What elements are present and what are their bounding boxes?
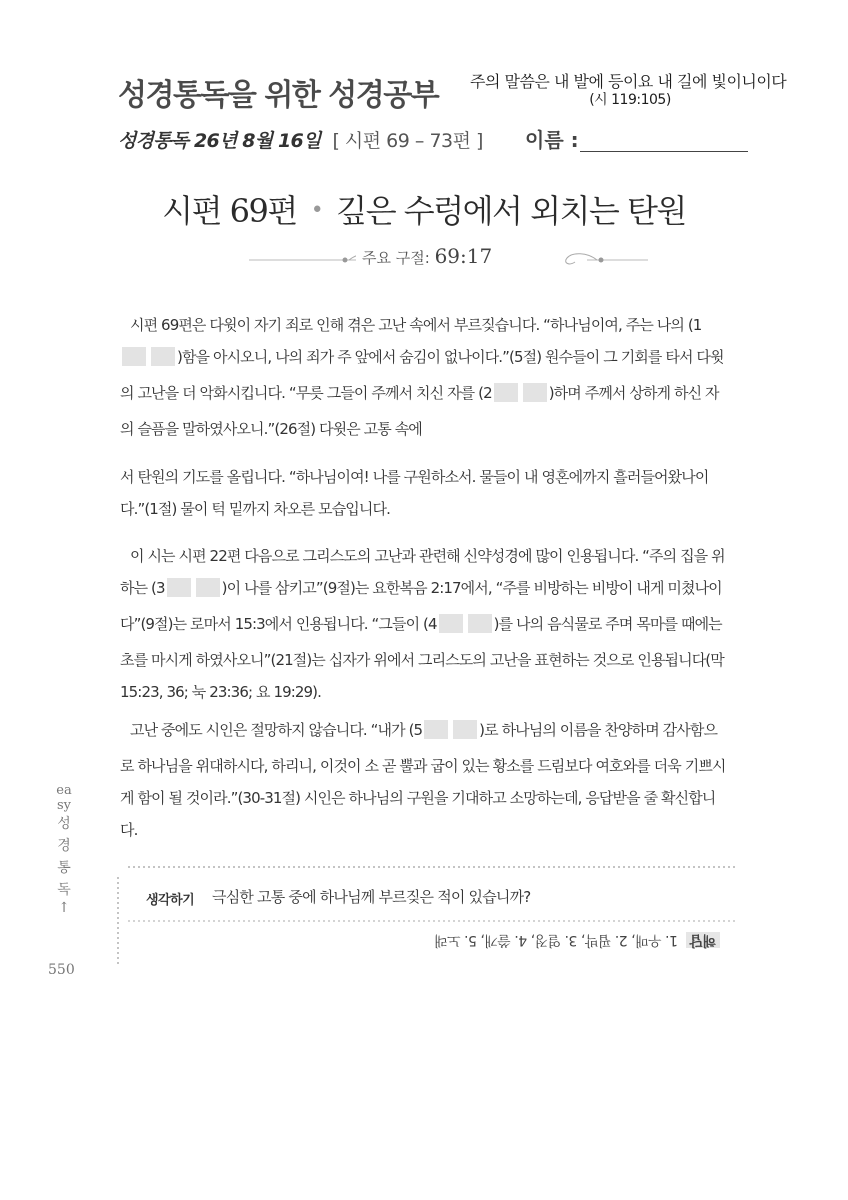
answer-blank-3[interactable] xyxy=(167,576,220,608)
answer-text: 1. 우매, 2. 핍박, 3. 열정, 4. 쓸개, 5. 노래 xyxy=(434,932,678,948)
paragraph-1-part-b: )함을 아시오니, 나의 죄가 주 앞에서 숨김이 없나이다.”(5절) 원수들이 그 기회를 타서 다윗의 고난을 더 악화시킵니다. “무릇 그들이 주께서 치신 자를 (2 xyxy=(120,348,724,402)
answer-blank-4[interactable] xyxy=(439,612,492,644)
paragraph-4 xyxy=(120,714,728,846)
series-title: 성경통독을 위한 성경공부 xyxy=(118,78,439,113)
answer-tag: 해답 xyxy=(686,932,720,948)
paragraph-4-part-b: )로 하나님의 이름을 찬양하며 감사함으로 하나님을 위대하시다, 하리니, 이것이 소 곧 뿔과 굽이 있는 황소를 드림보다 여호와를 더욱 기쁘시게 함이 될 것이라.”(30-31절) 시인은 하나님의 구원을 기대하고 소망하는데, 응답받을 줄 확신합니다. xyxy=(120,721,726,839)
lesson-title xyxy=(0,186,848,232)
paragraph-3-part-a: 이 시는 시편 22편 다음으로 그리스도의 고난과 관련해 신약성경에 많이 인용됩니다. “주의 집을 위하는 (3 xyxy=(120,547,725,597)
key-verse-ref: 69:17 xyxy=(434,244,493,268)
paragraph-3-part-b: )이 나를 삼키고”(9절)는 요한복음 2:17에서, “주를 비방하는 비방이 내게 미쳤나이다”(9절)는 로마서 15:3에서 인용됩니다. “그들이 (4 xyxy=(120,579,722,633)
reading-range: [ 시편 69 – 73편 ] xyxy=(332,130,483,152)
paragraph-2: 서 탄원의 기도를 올립니다. “하나님이여! 나를 구원하소서. 물들이 내 영혼에까지 흘러들어왔나이다.”(1절) 물이 턱 밑까지 차오른 모습입니다. xyxy=(120,468,709,518)
name-write-line[interactable] xyxy=(580,151,748,152)
key-verse xyxy=(356,244,498,268)
think-label: 생각하기 xyxy=(146,893,195,908)
handwritten-verse xyxy=(470,72,830,110)
side-book-label xyxy=(54,783,74,916)
upside-down-answer-key xyxy=(360,931,720,951)
handwritten-date: 성경통독 26년 8월 16일 xyxy=(118,130,321,152)
reading-date-line xyxy=(118,126,483,153)
lesson-title-psalm: 시편 69편 xyxy=(162,192,297,230)
answer-blank-5[interactable] xyxy=(424,718,477,750)
name-label: 이름 : xyxy=(525,128,579,152)
think-question: 극심한 고통 중에 하나님께 부르짖은 적이 있습니까? xyxy=(212,888,531,906)
answer-blank-2[interactable] xyxy=(494,381,547,413)
paragraph-3-part-c: )를 나의 음식물로 주며 목마를 때에는 초를 마시게 하였사오니”(21절)는 십자가 위에서 그리스도의 고난을 표현하는 것으로 인용됩니다(막 15:23, 36; 눅 23:36; 요 19:29). xyxy=(120,615,724,701)
paragraph-3 xyxy=(120,540,728,708)
answer-blank-1[interactable] xyxy=(122,345,175,377)
paragraph-4-part-a: 고난 중에도 시인은 절망하지 않습니다. “내가 (5 xyxy=(130,721,423,739)
side-label-latin: easy xyxy=(56,783,72,813)
up-arrow-icon: ↑ xyxy=(58,900,70,916)
title-separator-dot: • xyxy=(310,198,323,223)
key-verse-label: 주요 구절: xyxy=(362,249,430,267)
verse-reference: (시 119:105) xyxy=(589,92,671,108)
lesson-title-subtitle: 깊은 수렁에서 외치는 탄원 xyxy=(336,192,686,230)
side-label-korean: 성경통독 xyxy=(57,816,71,898)
verse-text: 주의 말씀은 내 발에 등이요 내 길에 빛이니이다 xyxy=(470,72,787,91)
paragraph-1 xyxy=(120,309,728,445)
paragraph-1-part-a: 시편 69편은 다윗이 자기 죄로 인해 겪은 고난 속에서 부르짖습니다. “하나님이여, 주는 나의 (1 xyxy=(130,316,702,334)
page-number: 550 xyxy=(48,962,75,978)
paragraph-1-part-c: )하며 주께서 상하게 하신 자의 슬픔을 말하였사오니.”(26절) 다윗은 고통 속에 xyxy=(120,384,719,438)
